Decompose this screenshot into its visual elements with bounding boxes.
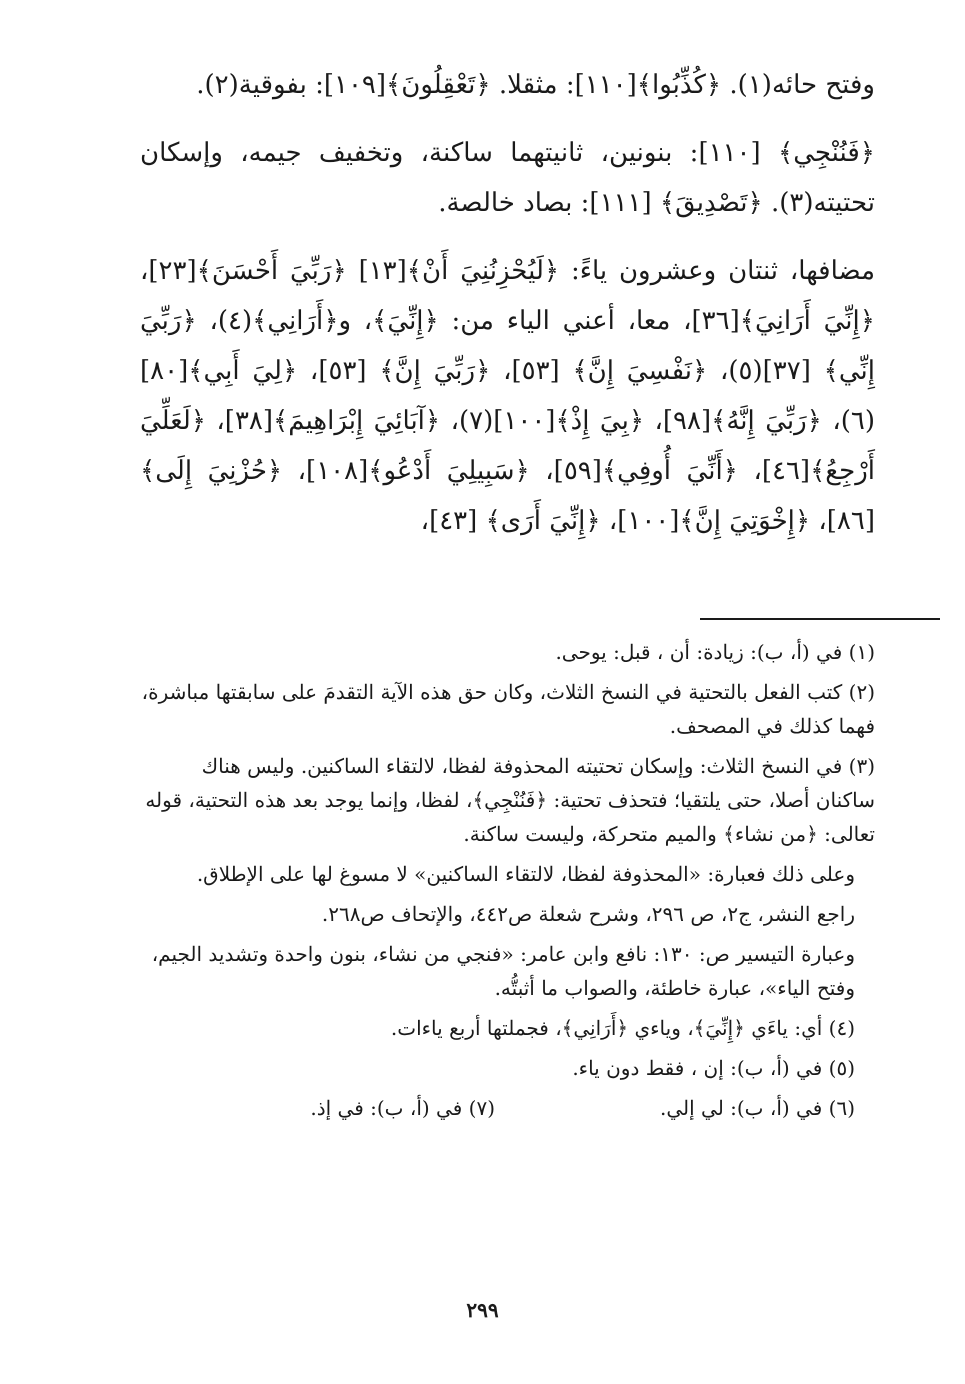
main-text	[140, 60, 875, 546]
footnote-3: (٣) في النسخ الثلاث: وإسكان تحتيته المحذوفة لفظا، لالتقاء الساكنين. وليس هناك ساكنان أصلا، حتى يلتقيا؛ فتحذف تحتية: ﴿فَنُنْجِي﴾، لفظا، وإنما يوجد بعد هذه التحتية، قوله تعالى: ﴿من نشاء﴾ والميم متحركة، وليست ساكنة.	[145, 754, 875, 846]
footnote-4: (٤) أي: ياءَي ﴿إِنِّيَ﴾، وياءي ﴿أَرَانِي﴾، فجملتها أربع ياءات.	[390, 1016, 855, 1040]
footnote-1: (١) في (أ، ب): زيادة: أن ، قبل: يوحى.	[555, 640, 875, 664]
footnote-3-continued-a: وعلى ذلك فعبارة: «المحذوفة لفظا، لالتقاء الساكنين» لا مسوغ لها على الإطلاق.	[196, 862, 855, 886]
paragraph-3: مضافها، ثنتان وعشرون ياءً: ﴿لَيُحْزِنُنِيَ أَنْ﴾[١٣] ﴿رَبِّيَ أَحْسَنَ﴾[٢٣]، ﴿إِنِّيَ أَرَانِيَ﴾[٣٦]، معا، أعني الياء من: ﴿إِنِّيَ﴾، و﴿أَرَانِي﴾(٤)، ﴿رَبِّيَ إِنِّي﴾ [٣٧](٥)، ﴿نَفْسِيَ إِنَّ﴾ [٥٣]، ﴿رَبِّيَ إِنَّ﴾ [٥٣]، ﴿لِيَ أَبِي﴾[٨٠](٦)، ﴿رَبِّيَ إِنَّهُ﴾[٩٨]، ﴿بِيَ إِذْ﴾[١٠٠](٧)، ﴿آبَائِيَ إِبْرَاهِيمَ﴾[٣٨]، ﴿لَعَلِّيَ أَرْجِعُ﴾[٤٦]، ﴿أَنِّيَ أُوفِي﴾[٥٩]، ﴿سَبِيلِيَ أَدْعُو﴾[١٠٨]، ﴿حُزْنِيَ إِلَى﴾[٨٦]، ﴿إِخْوَتِيَ إِنَّ﴾[١٠٠]، ﴿إِنِّيَ أَرَى﴾ [٤٣]،	[140, 256, 876, 536]
footnote-separator	[700, 618, 940, 620]
footnote-row-6-7	[140, 1091, 875, 1125]
page-number: ٢٩٩	[466, 1298, 499, 1322]
footnotes	[140, 635, 875, 1125]
paragraph-2: ﴿فَنُنْجِي﴾ [١١٠]: بنونين، ثانيتهما ساكنة، وتخفيف جيمه، وإسكان تحتيته(٣). ﴿تَصْدِيقَ﴾ [١١١]: بصاد خالصة.	[140, 138, 876, 218]
paragraph-1: وفتح حائه(١). ﴿كُذِّبُوا﴾[١١٠]: مثقلا. ﴿تَعْقِلُونَ﴾[١٠٩]: بفوقية(٢).	[196, 70, 875, 100]
footnote-2: (٢) كتب الفعل بالتحتية في النسخ الثلاث، وكان حق هذه الآية التقدمَ على سابقتها مباشرة، فهما كذلك في المصحف.	[141, 680, 875, 738]
footnote-5: (٥) في (أ، ب): إن ، فقط دون ياء.	[572, 1056, 855, 1080]
footnote-7: (٧) في (أ، ب): في إذ.	[310, 1096, 495, 1120]
footnote-3-continued-c: وعبارة التيسير ص: ١٣٠: نافع وابن عامر: «فنجي من نشاء، بنون واحدة وتشديد الجيم، وفتح الياء»، عبارة خاطئة، والصواب ما أثبتُّه.	[151, 942, 855, 1000]
footnote-3-continued-b: راجع النشر، ج٢، ص ٢٩٦، وشرح شعلة ص٤٤٢، والإتحاف ص٢٦٨.	[321, 902, 855, 926]
footnote-6: (٦) في (أ، ب): لي إلي.	[659, 1096, 855, 1120]
